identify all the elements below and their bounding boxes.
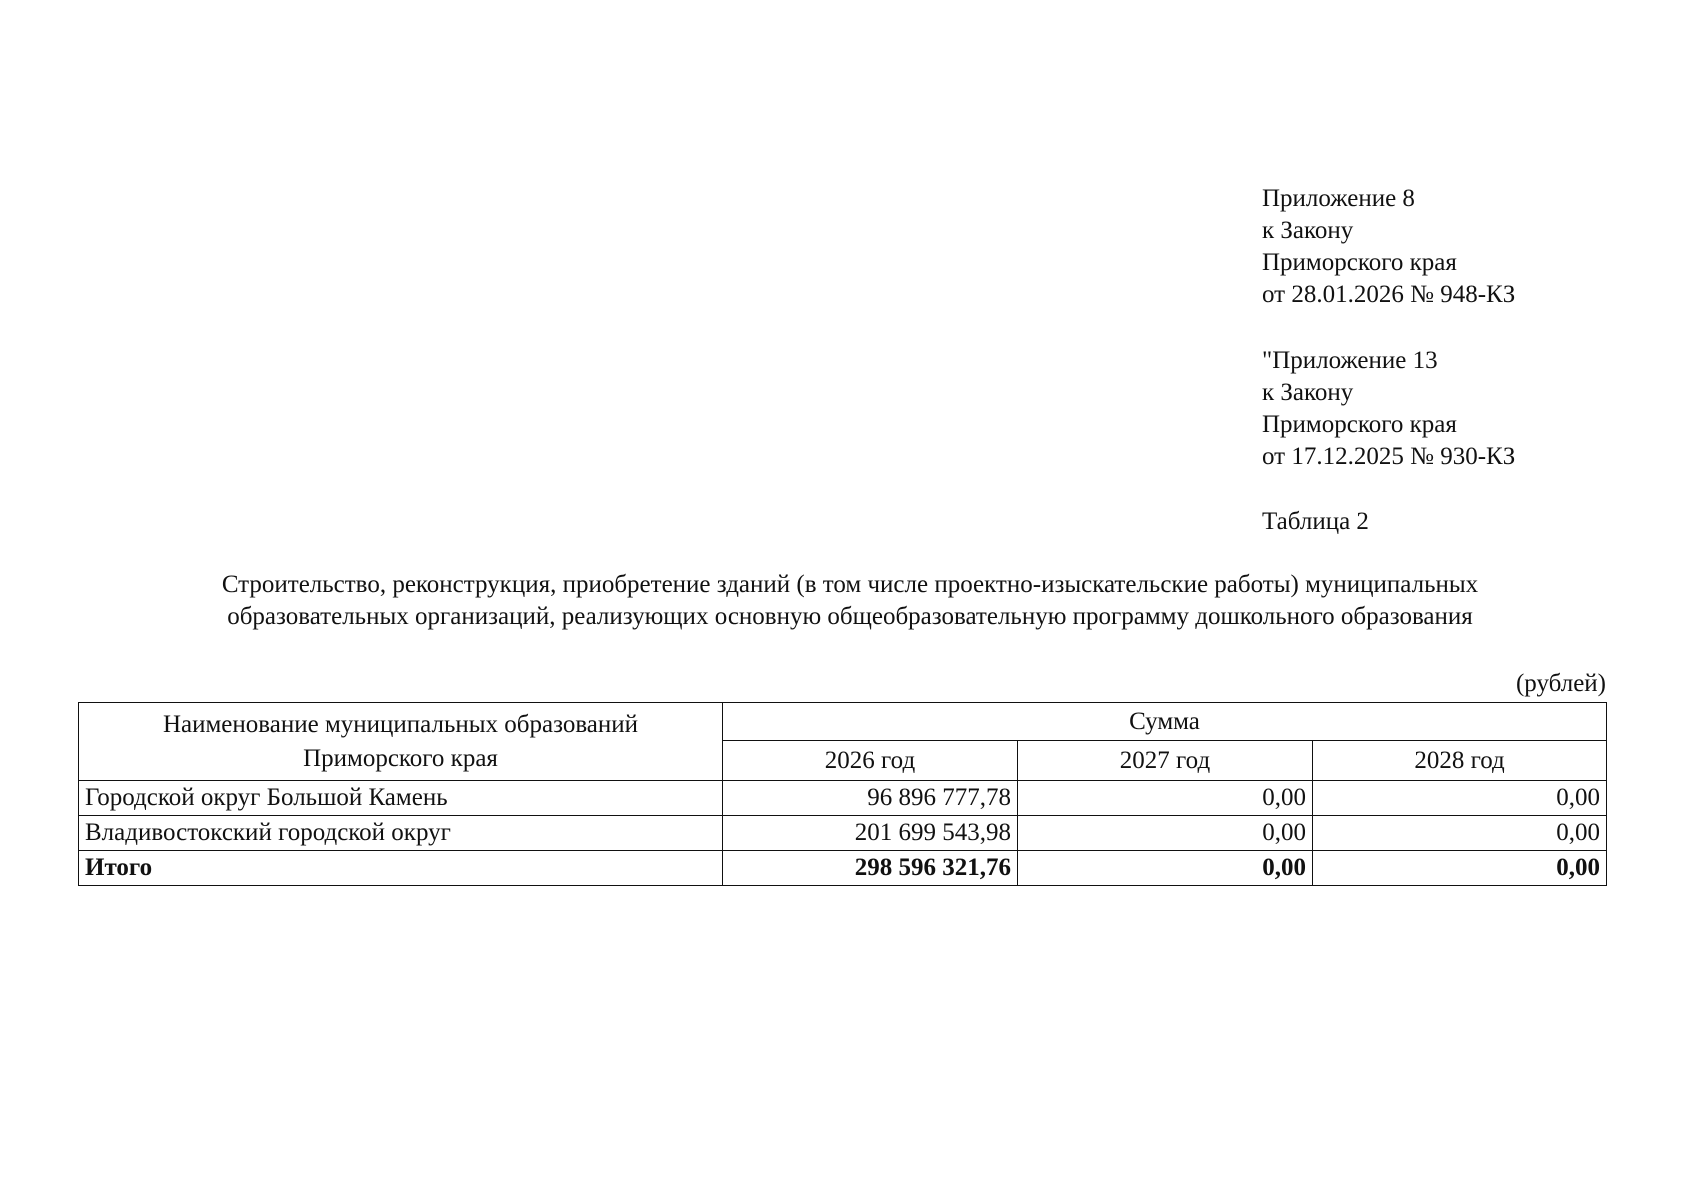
header-municipality-line-2: Приморского края xyxy=(303,744,498,772)
header-year-2026: 2026 год xyxy=(723,741,1018,781)
row-value-2028: 0,00 xyxy=(1313,816,1607,851)
attachment-2-line-4: от 17.12.2025 № 930-КЗ xyxy=(1262,443,1516,470)
units-label: (рублей) xyxy=(1515,670,1606,697)
attachment-reference-1 xyxy=(1262,183,1662,311)
header-municipality-line-1: Наименование муниципальных образований xyxy=(162,710,639,738)
document-title-line-1: Строительство, реконструкция, приобретение зданий (в том числе проектно-изыскательские работы) муниципальных xyxy=(221,571,1479,598)
table-row xyxy=(79,816,1607,851)
attachment-1-line-1: Приложение 8 xyxy=(1262,185,1415,212)
row-value-2026: 96 896 777,78 xyxy=(723,781,1018,816)
header-sum: Сумма xyxy=(723,703,1607,741)
document-title xyxy=(90,569,1610,633)
total-value-2027: 0,00 xyxy=(1018,851,1313,886)
row-value-2027: 0,00 xyxy=(1018,816,1313,851)
attachment-2-line-2: к Закону xyxy=(1262,379,1354,406)
attachment-reference-2 xyxy=(1262,345,1662,473)
total-value-2028: 0,00 xyxy=(1313,851,1607,886)
header-municipality xyxy=(79,703,723,781)
document-title-line-2: образовательных организаций, реализующих основную общеобразовательную программу дошкольного образования xyxy=(227,603,1473,630)
budget-table xyxy=(78,702,1607,886)
attachment-1-line-3: Приморского края xyxy=(1262,249,1457,276)
row-name: Городской округ Большой Камень xyxy=(79,781,723,816)
table-row xyxy=(79,781,1607,816)
attachment-2-line-3: Приморского края xyxy=(1262,411,1457,438)
attachment-2-line-1: "Приложение 13 xyxy=(1262,347,1438,374)
table-label: Таблица 2 xyxy=(1262,508,1369,535)
row-value-2027: 0,00 xyxy=(1018,781,1313,816)
row-value-2028: 0,00 xyxy=(1313,781,1607,816)
total-value-2026: 298 596 321,76 xyxy=(723,851,1018,886)
attachment-1-line-2: к Закону xyxy=(1262,217,1354,244)
attachment-1-line-4: от 28.01.2026 № 948-КЗ xyxy=(1262,281,1516,308)
row-name: Владивостокский городской округ xyxy=(79,816,723,851)
total-name: Итого xyxy=(79,851,723,886)
header-year-2028: 2028 год xyxy=(1313,741,1607,781)
header-year-2027: 2027 год xyxy=(1018,741,1313,781)
table-total-row xyxy=(79,851,1607,886)
row-value-2026: 201 699 543,98 xyxy=(723,816,1018,851)
